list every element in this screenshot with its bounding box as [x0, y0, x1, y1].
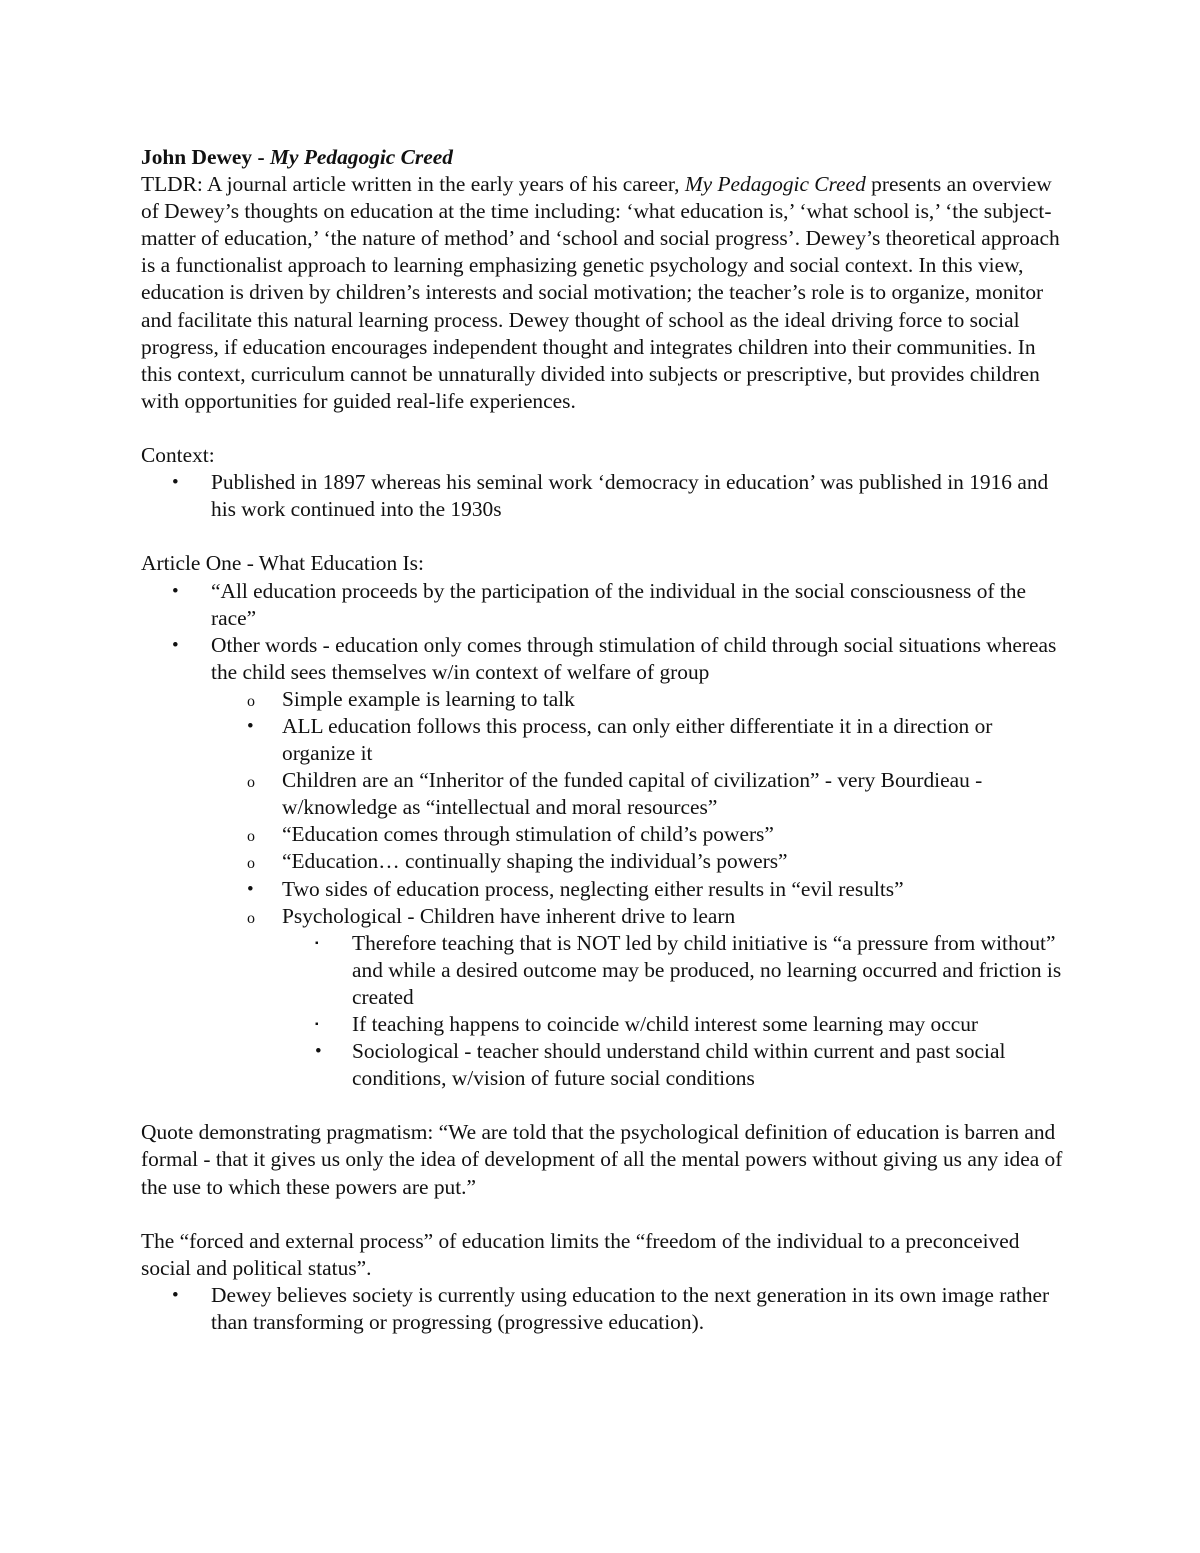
sub-list-item [141, 876, 1070, 903]
sub-sub-list-item [141, 1011, 1070, 1038]
spacer [141, 523, 1070, 550]
sub-sub-list-item [141, 930, 1070, 1011]
tldr-paragraph [141, 171, 1070, 415]
square-bullet-icon: ▪ [315, 1019, 319, 1030]
square-bullet-icon: ▪ [315, 937, 319, 949]
sub-list-item [141, 686, 1070, 713]
bullet-icon: • [172, 634, 179, 656]
title-author: John Dewey [141, 145, 253, 169]
spacer [141, 1201, 1070, 1228]
circle-bullet-icon: o [247, 909, 255, 927]
list-item [141, 1282, 1070, 1336]
circle-bullet-icon: o [247, 828, 255, 846]
article-one-heading: Article One - What Education Is: [141, 551, 424, 576]
title-work: My Pedagogic Creed [269, 145, 453, 169]
list-item-text: If teaching happens to coincide w/child interest some learning may occur [352, 1012, 979, 1036]
list-item [141, 632, 1070, 686]
article-one-list [141, 578, 1070, 1093]
list-item-text: Published in 1897 whereas his seminal work ‘democracy in education’ was published in 1916 and his work continued into the 1930s [211, 470, 1049, 522]
list-item-text: Psychological - Children have inherent drive to learn [282, 903, 736, 928]
bullet-icon: • [172, 580, 179, 602]
tldr-lead: TLDR: A journal article written in the early years of his career, [141, 172, 685, 197]
document-title [141, 144, 1070, 171]
spacer [141, 415, 1070, 442]
list-item [141, 469, 1070, 523]
list-item [141, 578, 1070, 632]
list-item-text: “All education proceeds by the participation of the individual in the social consciousness of the race” [211, 578, 1026, 630]
forced-process-paragraph: The “forced and external process” of education limits the “freedom of the individual to a preconceived social and political status”. [141, 1228, 1020, 1280]
list-item-text: Sociological - teacher should understand child within current and past social conditions, w/vision of future social conditions [352, 1039, 1006, 1091]
bullet-icon: • [247, 878, 254, 900]
sub-sub-list-item [141, 1038, 1070, 1092]
list-item-text: “Education… continually shaping the individual’s powers” [282, 849, 788, 874]
title-separator: - [252, 145, 270, 169]
context-list [141, 469, 1070, 523]
list-item-text: Dewey believes society is currently using education to the next generation in its own image rather than transforming or progressing (progressive education). [211, 1282, 1050, 1335]
sub-list-item [141, 821, 1070, 848]
sub-list-item [141, 767, 1070, 821]
tldr-work-title: My Pedagogic Creed [684, 172, 866, 197]
pragmatism-quote: Quote demonstrating pragmatism: “We are told that the psychological definition of education is barren and formal - that it gives us only the idea of development of all the mental powers without giving us any idea of the use to which these powers are put.” [141, 1120, 1063, 1199]
bullet-icon: • [315, 1041, 322, 1063]
list-item-text: “Education comes through stimulation of child’s powers” [282, 822, 774, 847]
list-item-text: Children are an “Inheritor of the funded capital of civilization” - very Bourdieau - w/knowledge as “intellectual and moral resources” [282, 768, 983, 820]
sub-list-item [141, 848, 1070, 875]
list-item-text: Simple example is learning to talk [282, 686, 575, 711]
spacer [141, 1092, 1070, 1119]
context-heading: Context: [141, 443, 215, 468]
forced-process-list [141, 1282, 1070, 1336]
list-item-text: Therefore teaching that is NOT led by child initiative is “a pressure from without” and while a desired outcome may be produced, no learning occurred and friction is created [352, 930, 1062, 1009]
list-item-text: Other words - education only comes through stimulation of child through social situations whereas the child sees themselves w/in context of welfare of group [211, 632, 1057, 684]
bullet-icon: • [172, 472, 179, 494]
circle-bullet-icon: o [247, 692, 255, 710]
bullet-icon: • [172, 1284, 179, 1306]
tldr-body: presents an overview of Dewey’s thoughts on education at the time including: ‘what education is,’ ‘what school is,’ ‘the subject-matter of education,’ ‘the nature of method’ and ‘school and social progress’. Dewey’s theoretical approach is a functionalist approach to learning emphasizing genetic psychology and social context. In this view, education is driven by children’s interests and social motivation; the teacher’s role is to organize, monitor and facilitate this natural learning process. Dewey thought of school as the ideal driving force to social progress, if education encourages independent thought and integrates children into their communities. In this context, curriculum cannot be unnaturally divided into subjects or prescriptive, but provides children with opportunities for guided real-life experiences. [141, 172, 1060, 413]
list-item-text: ALL education follows this process, can only either differentiate it in a direction or organize it [282, 713, 993, 766]
list-item-text: Two sides of education process, neglecting either results in “evil results” [282, 876, 904, 901]
circle-bullet-icon: o [247, 774, 255, 792]
sub-list-item [141, 903, 1070, 930]
circle-bullet-icon: o [247, 855, 255, 873]
sub-list-item [141, 713, 1070, 767]
bullet-icon: • [247, 715, 254, 737]
